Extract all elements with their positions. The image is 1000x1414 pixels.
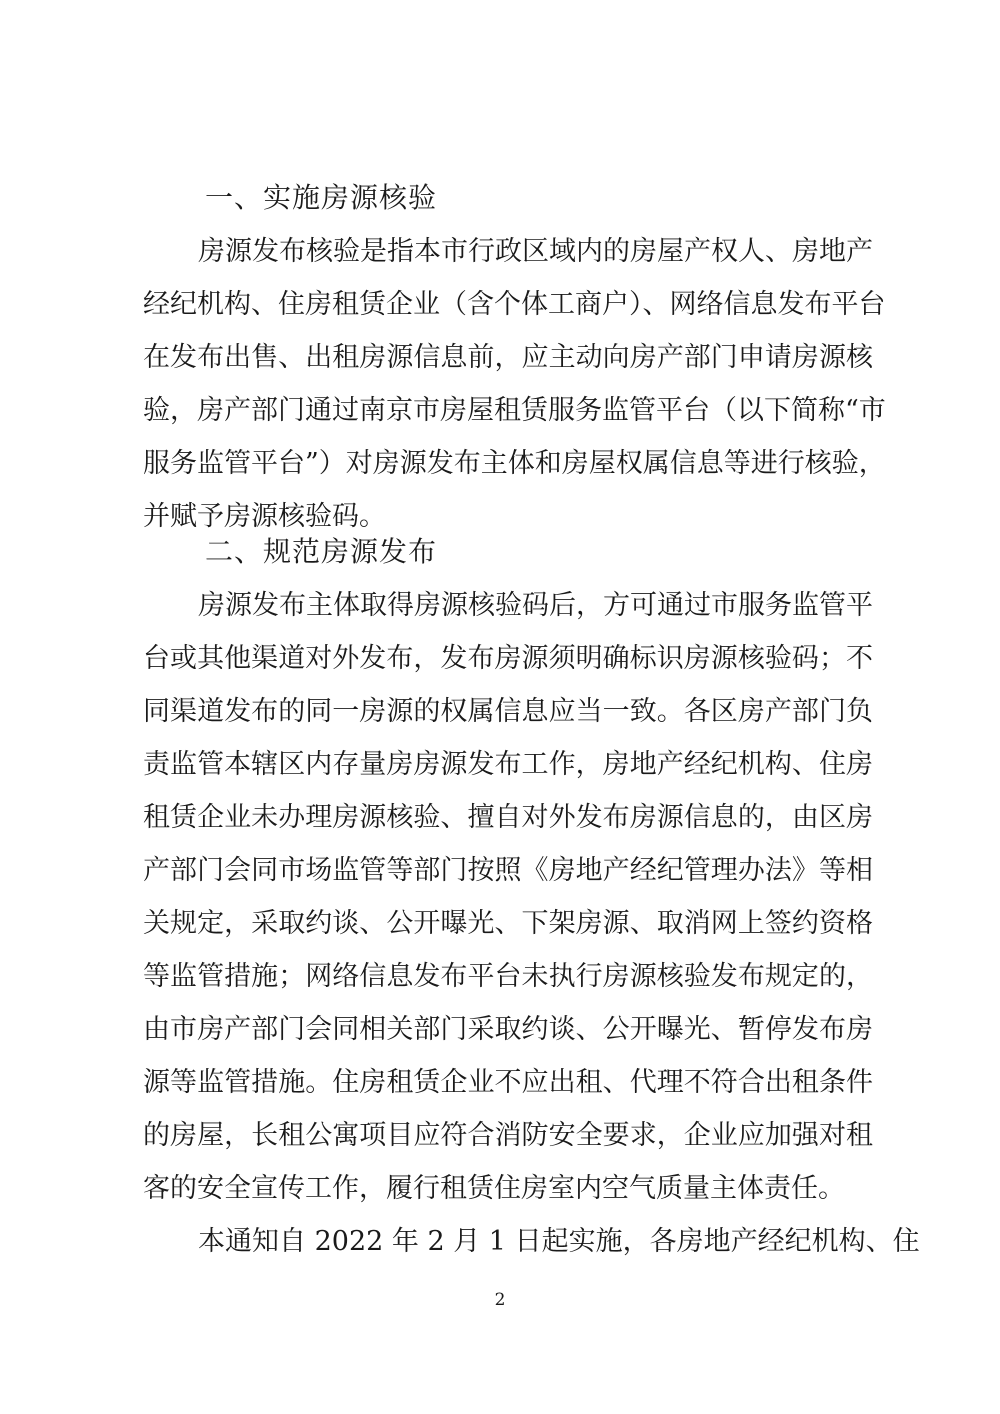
paragraph-line: 台或其他渠道对外发布，发布房源须明确标识房源核验码；不 <box>143 643 873 674</box>
closing-paragraph-line: 本通知自 2022 年 2 月 1 日起实施，各房地产经纪机构、住 <box>198 1226 920 1257</box>
paragraph-line: 由市房产部门会同相关部门采取约谈、公开曝光、暂停发布房 <box>143 1014 873 1045</box>
paragraph-line: 同渠道发布的同一房源的权属信息应当一致。各区房产部门负 <box>143 696 873 727</box>
paragraph-line: 经纪机构、住房租赁企业（含个体工商户）、网络信息发布平台 <box>143 289 886 320</box>
paragraph-line: 源等监管措施。住房租赁企业不应出租、代理不符合出租条件 <box>143 1067 873 1098</box>
paragraph-line: 在发布出售、出租房源信息前，应主动向房产部门申请房源核 <box>143 342 873 373</box>
paragraph-line: 房源发布主体取得房源核验码后，方可通过市服务监管平 <box>198 590 873 621</box>
paragraph-line: 责监管本辖区内存量房房源发布工作，房地产经纪机构、住房 <box>143 749 873 780</box>
paragraph-line: 等监管措施；网络信息发布平台未执行房源核验发布规定的， <box>143 961 873 992</box>
paragraph-line: 的房屋，长租公寓项目应符合消防安全要求，企业应加强对租 <box>143 1120 873 1151</box>
paragraph-line: 关规定，采取约谈、公开曝光、下架房源、取消网上签约资格 <box>143 908 873 939</box>
page-number: 2 <box>494 1290 506 1310</box>
paragraph-line: 房源发布核验是指本市行政区域内的房屋产权人、房地产 <box>198 236 873 267</box>
paragraph-line: 验，房产部门通过南京市房屋租赁服务监管平台（以下简称“市 <box>143 395 886 426</box>
paragraph-line: 并赋予房源核验码。 <box>143 501 386 532</box>
paragraph-line: 服务监管平台”）对房源发布主体和房屋权属信息等进行核验， <box>143 448 886 479</box>
paragraph-line: 租赁企业未办理房源核验、擅自对外发布房源信息的，由区房 <box>143 802 873 833</box>
section-heading-publishing: 二、规范房源发布 <box>205 535 438 568</box>
section-heading-verification: 一、实施房源核验 <box>205 181 438 214</box>
paragraph-line: 客的安全宣传工作，履行租赁住房室内空气质量主体责任。 <box>143 1173 845 1204</box>
paragraph-line: 产部门会同市场监管等部门按照《房地产经纪管理办法》等相 <box>143 855 873 886</box>
